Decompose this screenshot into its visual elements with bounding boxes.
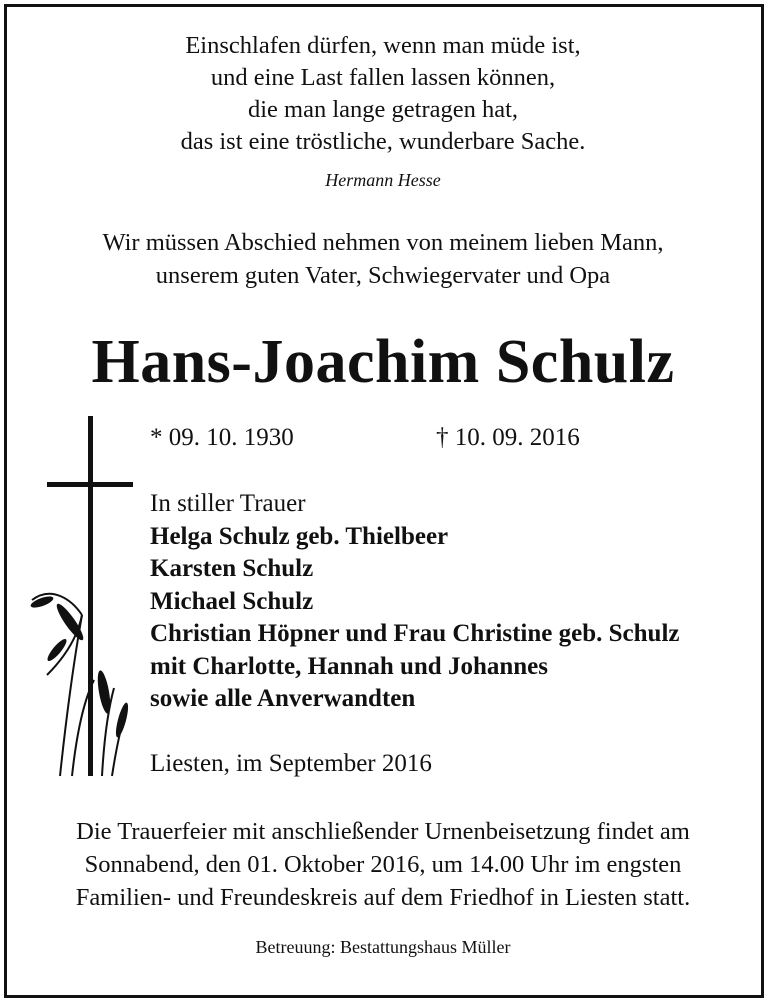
birth-date: * 09. 10. 1930 [150, 424, 294, 451]
mourner-name: Michael Schulz [150, 587, 314, 615]
poem-line: die man lange getragen hat, [247, 96, 519, 123]
notice-line: Familien- und Freundeskreis auf dem Friedhof in Liesten statt. [75, 884, 691, 911]
mourner-name: Christian Höpner und Frau Christine geb. Schulz [150, 620, 680, 647]
mourner-name: Helga Schulz geb. Thielbeer [150, 522, 449, 550]
intro-line: unserem guten Vater, Schwiegervater und Opa [155, 262, 611, 289]
death-date: † 10. 09. 2016 [436, 424, 580, 451]
poem-author: Hermann Hesse [325, 170, 441, 190]
intro-line: Wir müssen Abschied nehmen von meinem lieben Mann, [102, 229, 664, 256]
mourners-heading: In stiller Trauer [150, 490, 306, 517]
poem [0, 30, 766, 158]
poem-line: und eine Last fallen lassen können, [210, 64, 556, 91]
mourner-name: sowie alle Anverwandten [150, 685, 416, 712]
poem-line: das ist eine tröstliche, wunderbare Sache. [180, 128, 586, 155]
funeral-home: Betreuung: Bestattungshaus Müller [255, 937, 511, 957]
intro-text [0, 226, 766, 292]
poem-line: Einschlafen dürfen, wenn man müde ist, [185, 32, 581, 59]
place-date: Liesten, im September 2016 [150, 750, 432, 777]
deceased-name: Hans-Joachim Schulz [91, 328, 675, 396]
notice-line: Die Trauerfeier mit anschließender Urnenbeisetzung findet am [76, 818, 690, 845]
cross-with-wheat-icon [22, 410, 137, 780]
mourner-name: Karsten Schulz [150, 555, 314, 582]
funeral-notice [0, 815, 766, 914]
mourners-list [150, 488, 679, 716]
notice-line: Sonnabend, den 01. Oktober 2016, um 14.00 Uhr im engsten [84, 851, 682, 878]
mourner-name: mit Charlotte, Hannah und Johannes [150, 652, 548, 680]
